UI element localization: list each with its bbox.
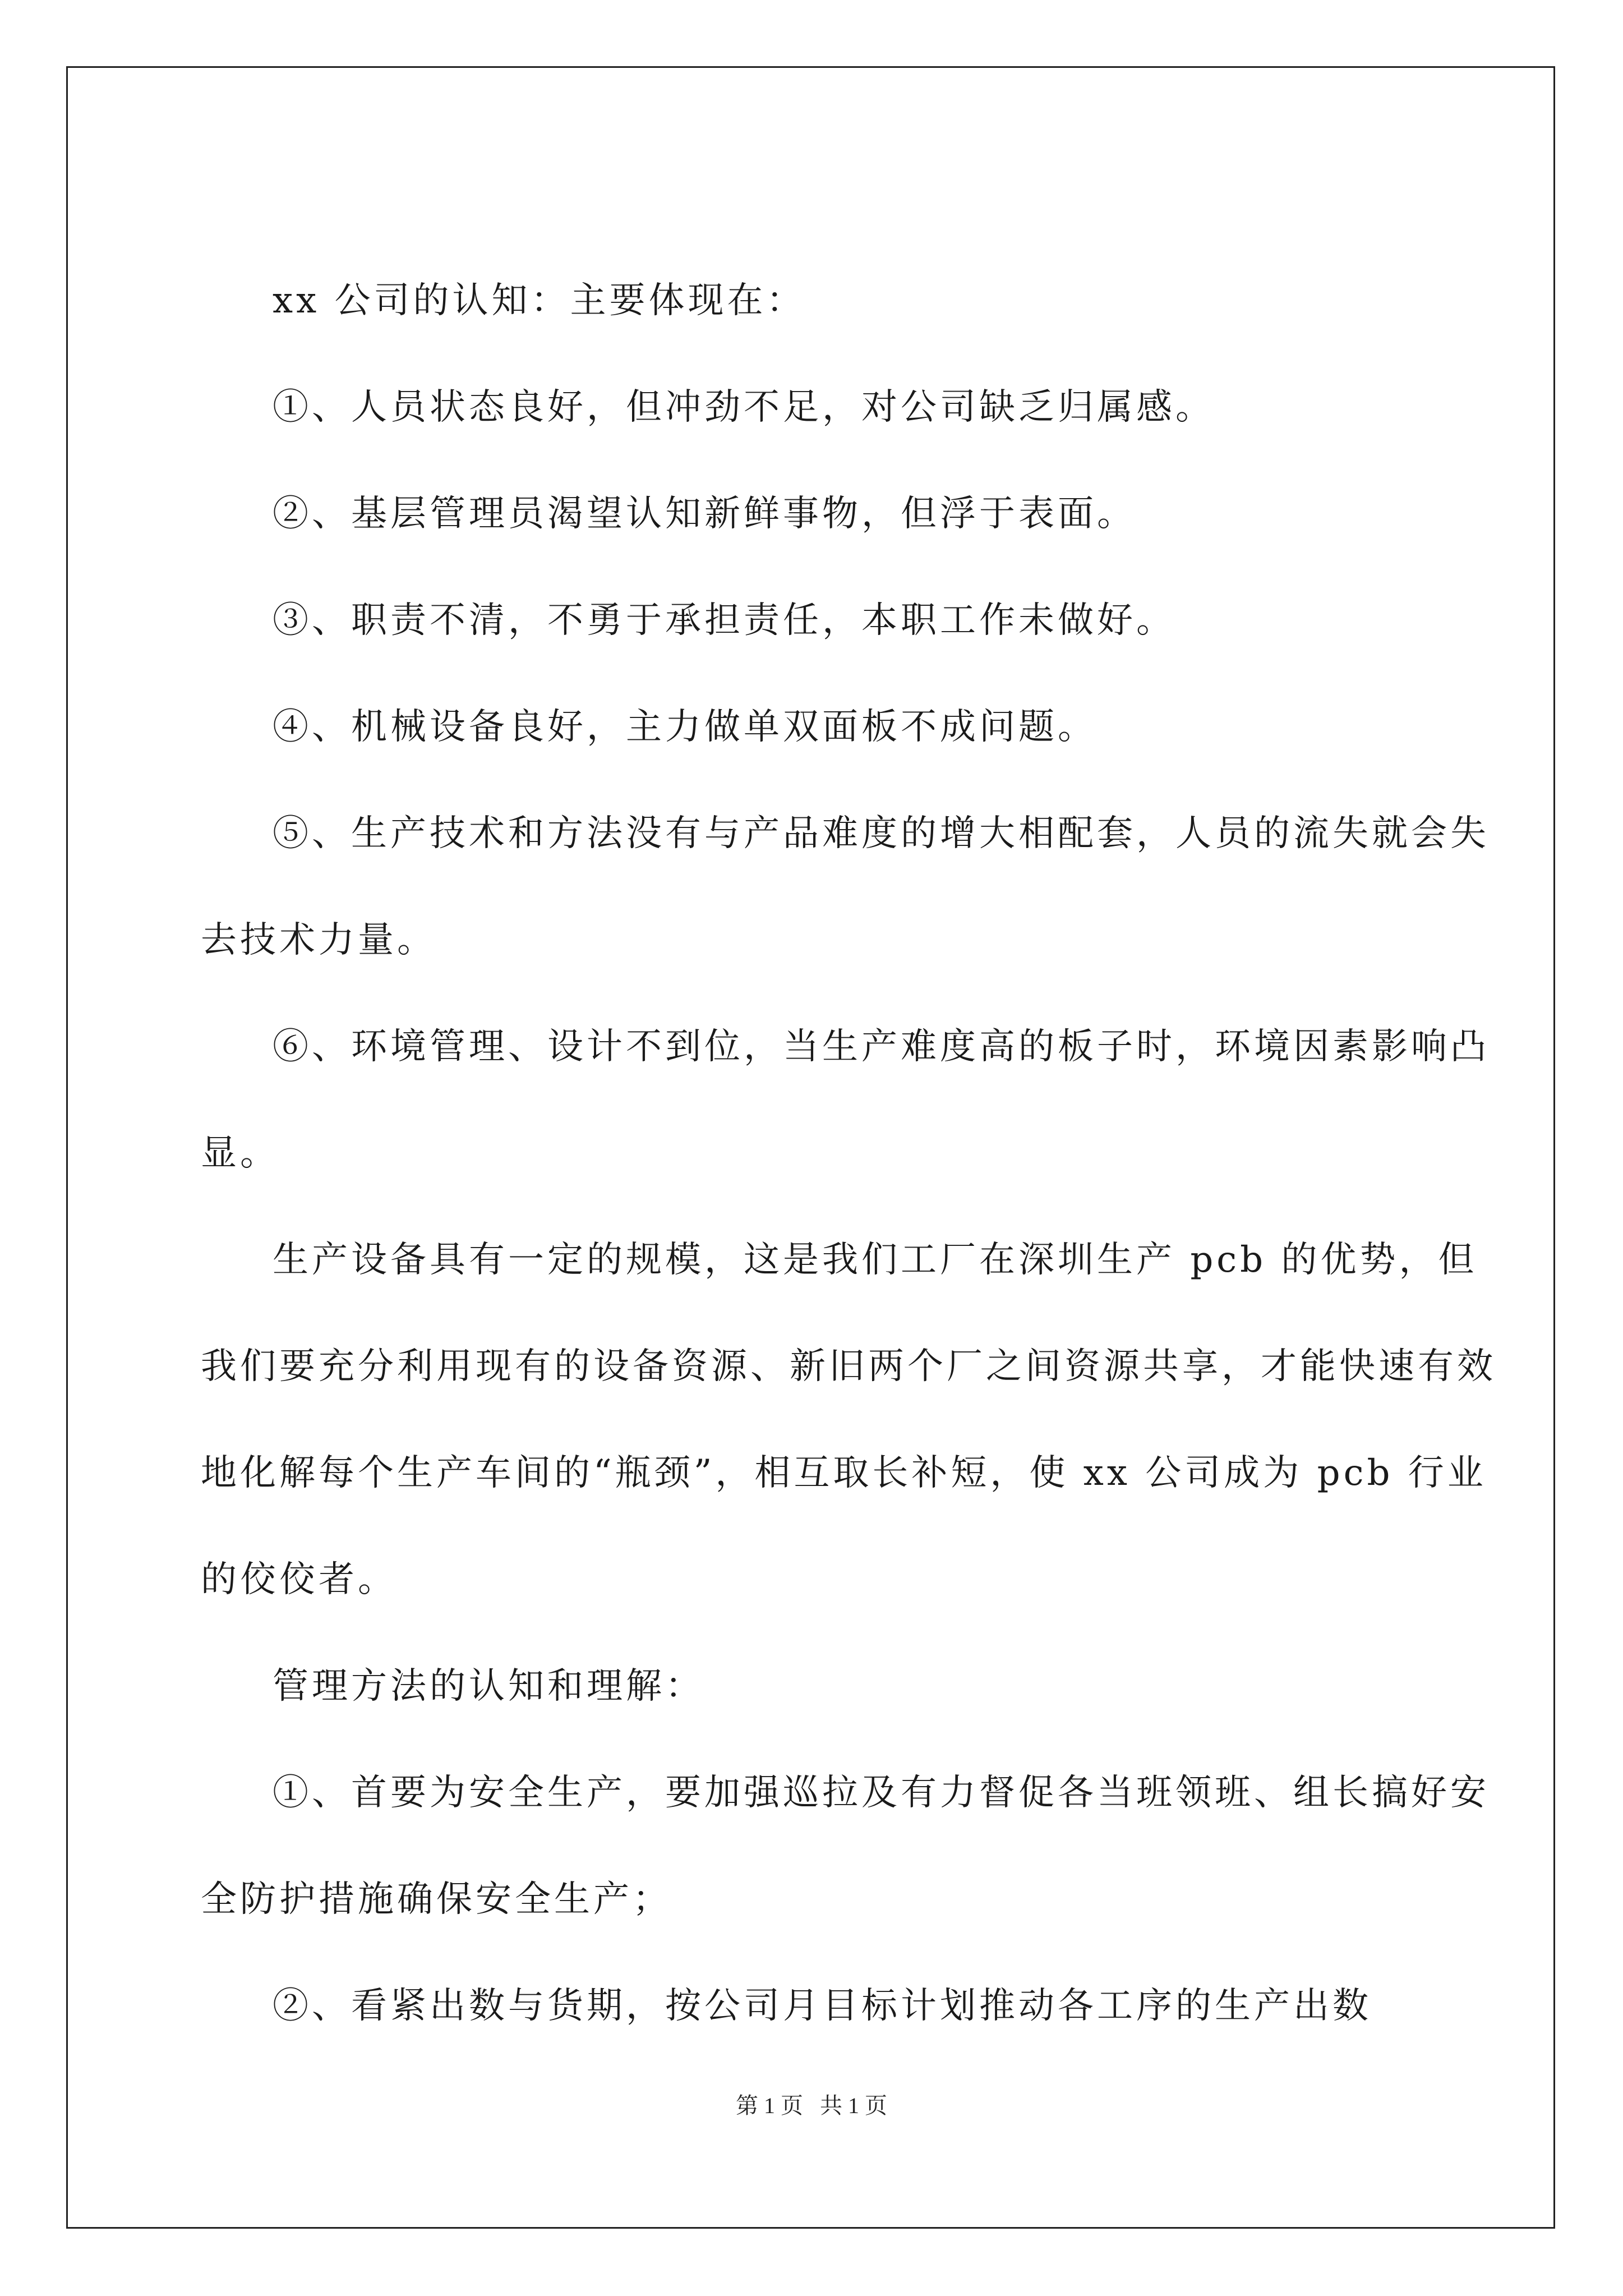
paragraph-management-heading: 管理方法的认知和理解： xyxy=(273,1665,704,1707)
paragraph-company-cognition: xx 公司的认知：主要体现在： xyxy=(273,280,806,321)
paragraph-management-item-2: ②、看紧出数与货期，按公司月目标计划推动各工序的生产出数 xyxy=(273,1985,1372,2027)
paragraph-item-6: ⑥、环境管理、设计不到位，当生产难度高的板子时，环境因素影响凸显。 xyxy=(201,1026,1490,1174)
paragraph-item-2: ②、基层管理员渴望认知新鲜事物，但浮于表面。 xyxy=(273,493,1136,535)
document-body xyxy=(201,247,1513,2059)
paragraph-item-3: ③、职责不清，不勇于承担责任，本职工作未做好。 xyxy=(273,600,1175,641)
page-footer xyxy=(0,2088,1623,2120)
document-page xyxy=(66,66,1555,2229)
paragraph-item-1: ①、人员状态良好，但冲劲不足，对公司缺乏归属感。 xyxy=(273,386,1215,428)
paragraph-item-4: ④、机械设备良好，主力做单双面板不成问题。 xyxy=(273,706,1097,748)
paragraph-management-item-1: ①、首要为安全生产，要加强巡拉及有力督促各当班领班、组长搞好安全防护措施确保安全生产； xyxy=(201,1772,1490,1920)
paragraph-item-5: ⑤、生产技术和方法没有与产品难度的增大相配套，人员的流失就会失去技术力量。 xyxy=(201,813,1490,961)
page-number: 第 1 页 xyxy=(736,2093,803,2118)
total-pages: 共 1 页 xyxy=(820,2093,887,2118)
paragraph-equipment-advantage: 生产设备具有一定的规模，这是我们工厂在深圳生产 pcb 的优势，但我们要充分利用现有的设备资源、新旧两个厂之间资源共享，才能快速有效地化解每个生产车间的“瓶颈”，相互取长补短，使 xx 公司成为 pcb 行业的佼佼者。 xyxy=(201,1239,1496,1600)
